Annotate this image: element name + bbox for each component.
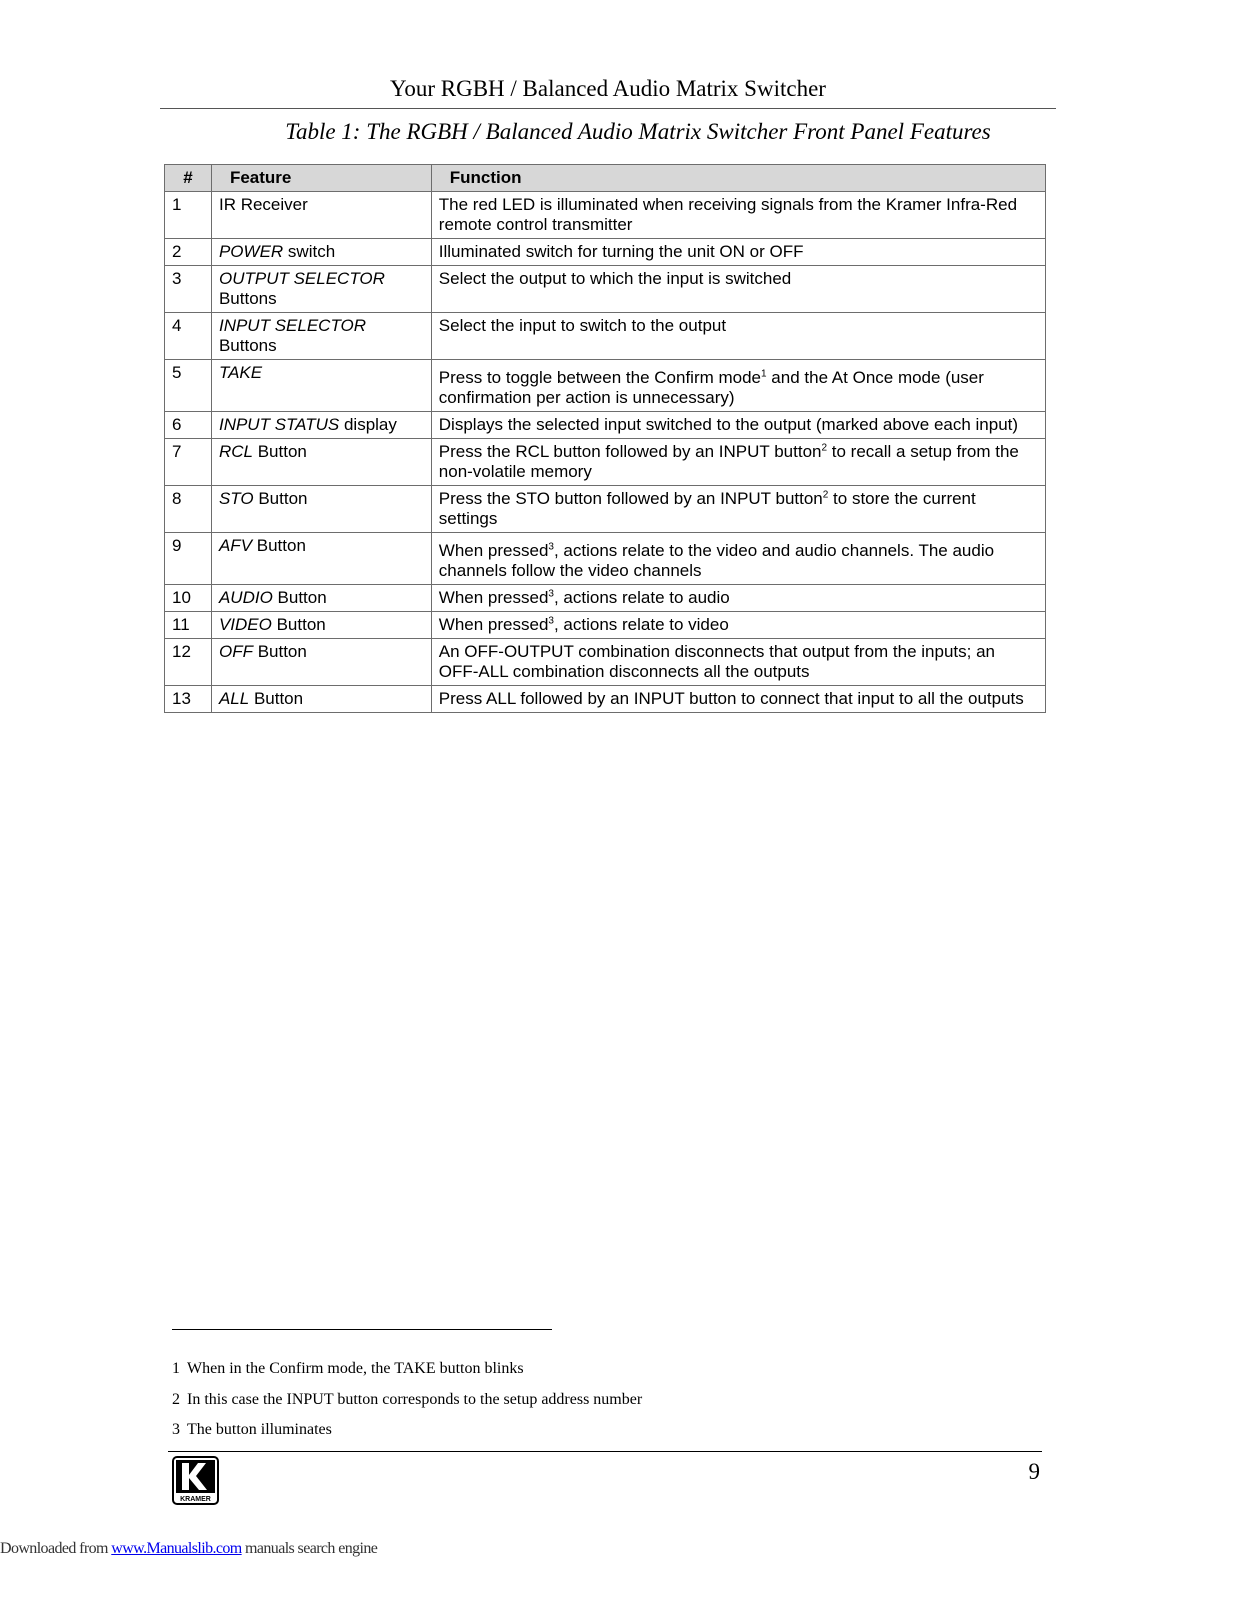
row-feature <box>211 313 431 360</box>
table-row <box>165 313 1046 360</box>
footnote-ref: 2 <box>821 442 828 454</box>
header-number: # <box>165 165 212 192</box>
feature-text: Button <box>272 588 327 607</box>
row-number: 13 <box>165 686 212 713</box>
feature-text: Button <box>253 489 308 508</box>
feature-name: POWER <box>218 242 284 261</box>
table-caption: Table 1: The RGBH / Balanced Audio Matrix Switcher Front Panel Features <box>285 119 991 144</box>
function-text: to recall a setup from the non-volatile memory <box>438 442 1019 481</box>
row-function: Displays the selected input switched to the output (marked above each input) <box>431 412 1045 439</box>
feature-name: OFF <box>218 642 253 661</box>
footnote-text: In this case the INPUT button corresponds to the setup address number <box>187 1390 643 1408</box>
footer-divider <box>168 1451 1042 1452</box>
feature-text: Button <box>252 536 306 555</box>
feature-text: Button <box>249 689 304 708</box>
row-feature <box>211 612 431 639</box>
kramer-logo <box>172 1456 219 1505</box>
function-text: When pressed <box>438 541 549 560</box>
row-function: Select the input to switch to the output <box>431 313 1045 360</box>
table-row <box>165 533 1046 585</box>
table-header-row <box>165 165 1046 192</box>
feature-text: Button <box>252 642 307 661</box>
table-row <box>165 439 1046 486</box>
function-text: Press the STO button followed by an INPUT button <box>438 489 823 508</box>
footnote-mark: 2 <box>172 1390 180 1408</box>
row-number: 5 <box>165 360 212 412</box>
footnote-divider <box>172 1329 552 1330</box>
function-text: and the At Once mode (user confirmation per action is unnecessary) <box>438 368 984 407</box>
row-number: 12 <box>165 639 212 686</box>
row-feature <box>211 486 431 533</box>
row-number: 11 <box>165 612 212 639</box>
table-row <box>165 639 1046 686</box>
feature-name: STO <box>218 489 254 508</box>
feature-name: ALL <box>218 689 250 708</box>
running-header: Your RGBH / Balanced Audio Matrix Switcher <box>390 76 826 101</box>
footnote <box>172 1415 642 1446</box>
footnote-text: The button illuminates <box>187 1421 332 1438</box>
download-prefix: Downloaded from <box>0 1540 112 1557</box>
header-divider <box>160 108 1056 109</box>
row-function <box>431 585 1045 612</box>
header-function: Function <box>431 165 1045 192</box>
manualslib-link[interactable]: www.Manualslib.com <box>111 1540 242 1557</box>
row-number: 3 <box>165 266 212 313</box>
footnote-ref: 1 <box>761 368 767 380</box>
row-function <box>431 486 1045 533</box>
footnote-ref: 3 <box>548 541 554 553</box>
row-function: An OFF-OUTPUT combination disconnects that output from the inputs; an OFF-ALL combination disconnects all the outputs <box>431 639 1045 686</box>
feature-text: switch <box>283 242 336 261</box>
row-function: Press ALL followed by an INPUT button to connect that input to all the outputs <box>431 686 1045 713</box>
row-feature <box>211 686 431 713</box>
footnote <box>172 1385 642 1416</box>
table-row <box>165 486 1046 533</box>
table-row <box>165 412 1046 439</box>
row-number: 4 <box>165 313 212 360</box>
row-function: Select the output to which the input is switched <box>431 266 1045 313</box>
row-function <box>431 612 1045 639</box>
footnote-text: When in the Confirm mode, the TAKE button blinks <box>187 1360 524 1377</box>
feature-text: Buttons <box>218 289 277 308</box>
table-row <box>165 612 1046 639</box>
feature-name: VIDEO <box>218 615 272 634</box>
row-function: Illuminated switch for turning the unit ON or OFF <box>431 239 1045 266</box>
feature-text: IR Receiver <box>218 195 308 214</box>
feature-name: TAKE <box>218 363 263 382</box>
table-row <box>165 585 1046 612</box>
function-text: , actions relate to audio <box>553 588 730 607</box>
row-number: 7 <box>165 439 212 486</box>
table-row <box>165 266 1046 313</box>
feature-name: INPUT SELECTOR <box>218 316 367 335</box>
header-feature: Feature <box>211 165 431 192</box>
function-text: When pressed <box>438 615 549 634</box>
footnote-mark: 1 <box>172 1360 180 1377</box>
function-text: , actions relate to video <box>553 615 729 634</box>
page-number: 9 <box>1028 1459 1040 1484</box>
download-suffix: manuals search engine <box>241 1540 378 1557</box>
row-number: 1 <box>165 192 212 239</box>
logo-wordmark: KRAMER <box>180 1496 211 1503</box>
row-feature <box>211 239 431 266</box>
feature-name: AFV <box>218 536 253 555</box>
function-text: to store the current settings <box>438 489 976 528</box>
footnote-mark: 3 <box>172 1421 180 1438</box>
row-function <box>431 533 1045 585</box>
features-table <box>164 164 1046 713</box>
row-function <box>431 360 1045 412</box>
row-feature <box>211 412 431 439</box>
feature-text: Button <box>271 615 326 634</box>
table-row <box>165 360 1046 412</box>
download-notice <box>0 1540 377 1558</box>
feature-text: display <box>339 415 397 434</box>
footnote-ref: 3 <box>548 588 554 600</box>
row-feature <box>211 639 431 686</box>
row-feature <box>211 360 431 412</box>
row-number: 2 <box>165 239 212 266</box>
footnote-ref: 3 <box>548 615 554 627</box>
function-text: , actions relate to the video and audio channels. The audio channels follow the video channels <box>438 541 995 580</box>
row-number: 8 <box>165 486 212 533</box>
feature-text: Buttons <box>218 336 277 355</box>
function-text: Press the RCL button followed by an INPUT button <box>438 442 822 461</box>
feature-name: RCL <box>218 442 253 461</box>
function-text: Press to toggle between the Confirm mode <box>438 368 762 387</box>
function-text: When pressed <box>438 588 549 607</box>
feature-name: INPUT STATUS <box>218 415 340 434</box>
table-row <box>165 192 1046 239</box>
row-feature <box>211 192 431 239</box>
footnote-ref: 2 <box>822 489 829 501</box>
row-function: The red LED is illuminated when receiving signals from the Kramer Infra-Red remote control transmitter <box>431 192 1045 239</box>
feature-name: AUDIO <box>218 588 273 607</box>
row-feature <box>211 439 431 486</box>
row-number: 9 <box>165 533 212 585</box>
feature-text: Button <box>252 442 307 461</box>
row-function <box>431 439 1045 486</box>
table-row <box>165 239 1046 266</box>
footnotes <box>172 1354 642 1446</box>
row-feature <box>211 585 431 612</box>
row-feature <box>211 533 431 585</box>
table-row <box>165 686 1046 713</box>
row-number: 6 <box>165 412 212 439</box>
row-feature <box>211 266 431 313</box>
row-number: 10 <box>165 585 212 612</box>
footnote <box>172 1354 642 1385</box>
feature-name: OUTPUT SELECTOR <box>218 269 385 288</box>
